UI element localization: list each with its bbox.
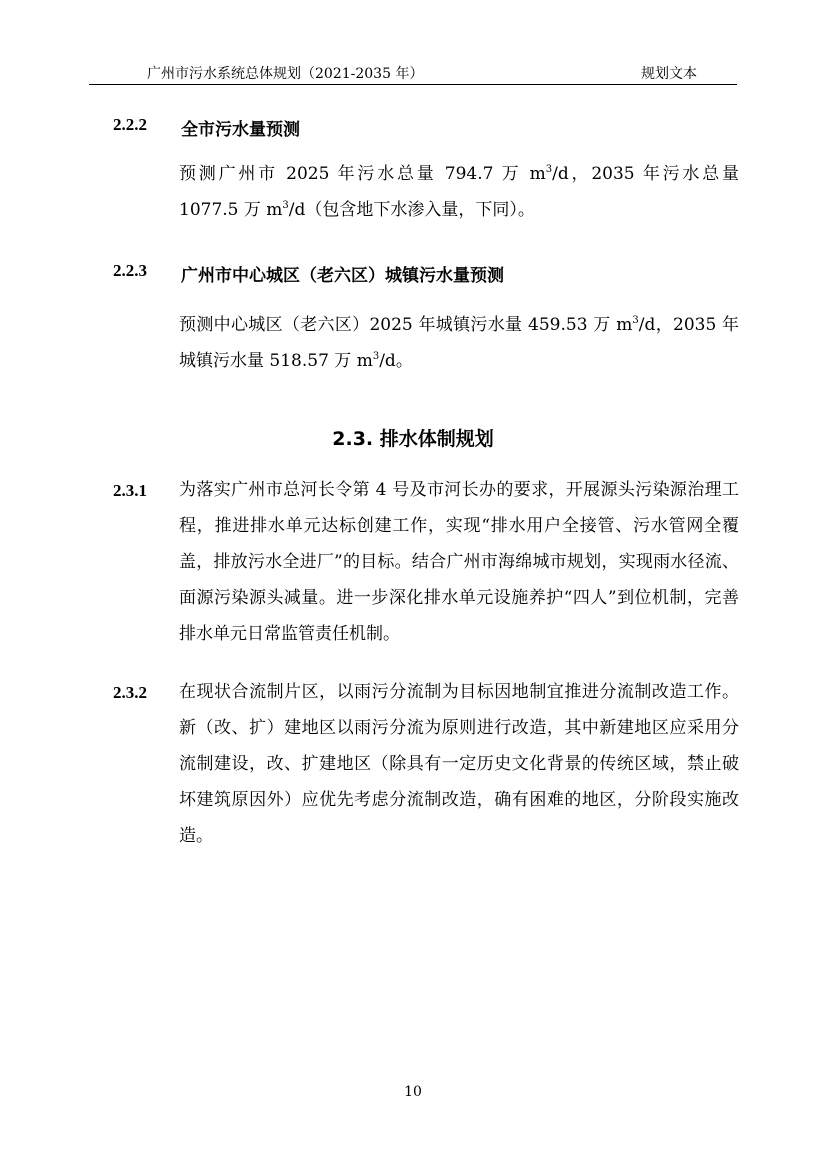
section-2-2-2-text-b: /d，2035 年污水总量 1077.5 万 m xyxy=(179,164,739,220)
section-2-2-2-paragraph xyxy=(179,156,739,228)
section-2-2-3-superscript-b: 3 xyxy=(372,351,380,362)
page-number: 10 xyxy=(404,1084,422,1100)
section-2-2-3-text-b: /d，2035 年城镇污水量 518.57 万 m xyxy=(179,315,740,371)
page-header xyxy=(89,58,737,85)
section-2-2-2-number: 2.2.2 xyxy=(113,115,147,134)
section-2-2-3-superscript-a: 3 xyxy=(632,315,639,326)
section-2-3-2-paragraph: 在现状合流制片区，以雨污分流制为目标因地制宜推进分流制改造工作。新（改、扩）建地区以雨污分流为原则进行改造，其中新建地区应采用分流制建设，改、扩建地区（除具有一定历史文化背景的传统区域，禁止破坏建筑原因外）应优先考虑分流制改造，确有困难的地区，分阶段实施改造。 xyxy=(179,682,739,846)
section-2-2-3-text-a: 预测中心城区（老六区）2025 年城镇污水量 459.53 万 m xyxy=(179,315,633,335)
section-2-3-1-number: 2.3.1 xyxy=(113,481,147,500)
section-2-2-3-title: 广州市中心城区（老六区）城镇污水量预测 xyxy=(181,266,504,286)
chapter-2-3-title: 2.3. 排水体制规划 xyxy=(332,428,494,450)
section-2-2-3-text-c: /d。 xyxy=(379,351,413,371)
section-2-2-3-paragraph xyxy=(179,307,739,379)
section-2-2-2-title: 全市污水量预测 xyxy=(181,120,300,140)
header-document-type: 规划文本 xyxy=(641,66,697,82)
section-2-2-3-number: 2.2.3 xyxy=(113,261,147,280)
section-2-2-2-superscript-a: 3 xyxy=(545,164,553,175)
section-2-2-2-superscript-b: 3 xyxy=(282,200,289,211)
section-2-2-2-text-c: /d（包含地下水渗入量，下同）。 xyxy=(288,200,535,220)
section-2-3-2-number: 2.3.2 xyxy=(113,683,147,702)
header-document-title: 广州市污水系统总体规划（2021-2035 年） xyxy=(147,66,424,82)
section-2-2-2-text-a: 预测广州市 2025 年污水总量 794.7 万 m xyxy=(179,164,546,184)
section-2-3-1-paragraph: 为落实广州市总河长令第 4 号及市河长办的要求，开展源头污染源治理工程，推进排水单元达标创建工作，实现“排水用户全接管、污水管网全覆盖，排放污水全进厂”的目标。结合广州市海绵城市规划，实现雨水径流、面源污染源头减量。进一步深化排水单元设施养护“四人”到位机制，完善排水单元日常监管责任机制。 xyxy=(179,480,739,644)
